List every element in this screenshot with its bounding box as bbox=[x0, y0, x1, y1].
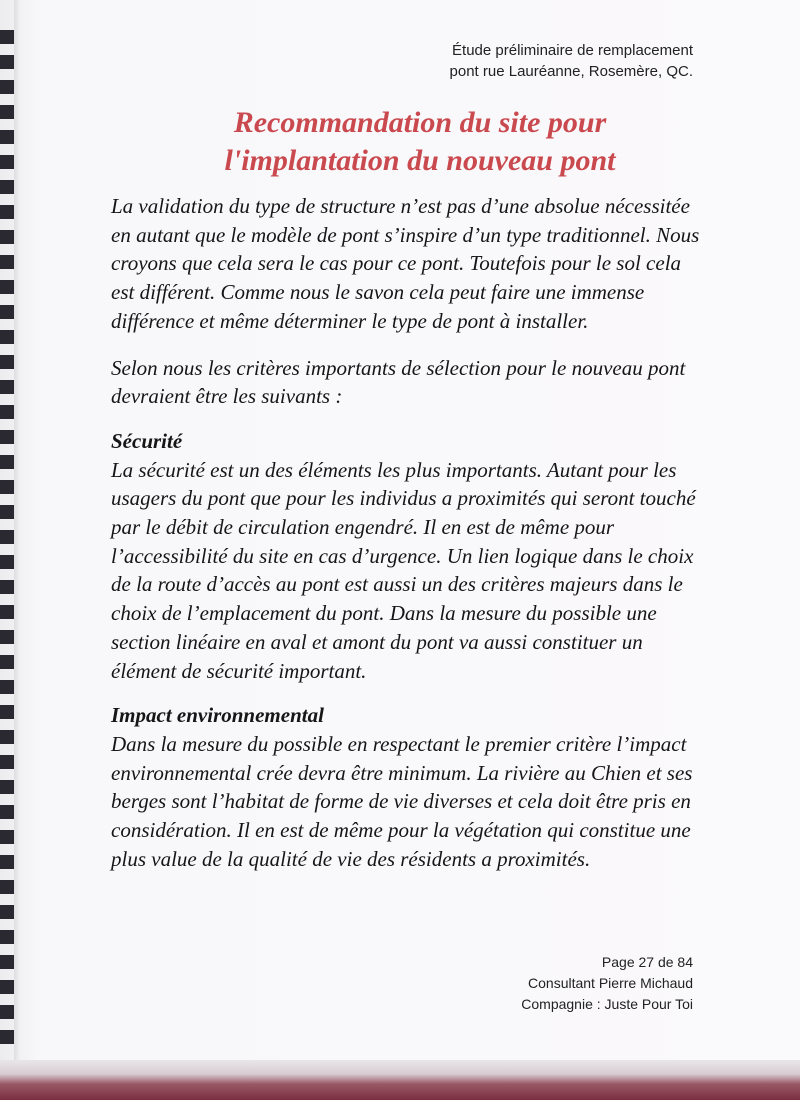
intro-paragraph: La validation du type de structure n’est pas d’une absolue nécessitée en autant que le modèle de pont s’inspire d’un type traditionnel. Nous croyons que cela sera le cas pour ce pont. Toutefois pour le sol cela est différent. Comme nous le savon cela peut faire une immense différence et même déterminer le type de pont à installer. bbox=[111, 194, 700, 333]
page-bottom-edge bbox=[0, 1060, 800, 1100]
header-line-2: pont rue Lauréanne, Rosemère, QC. bbox=[449, 63, 693, 80]
section-text-impact: Dans la mesure du possible en respectant le premier critère l’impact environnemental crée devra être minimum. La rivière au Chien et ses berges sont l’habitat de forme de vie diverses et cela doit être pris en considération. Il en est de même pour la végétation qui constitue une plus value de la qualité de vie des résidents a proximités. bbox=[111, 731, 693, 871]
page-number: Page 27 de 84 bbox=[601, 954, 693, 970]
section-heading-securite: Sécurité bbox=[111, 428, 183, 453]
criteria-intro-paragraph: Selon nous les critères importants de sélection pour le nouveau pont devraient être les suivants : bbox=[111, 355, 686, 409]
document-header bbox=[273, 40, 693, 82]
section-heading-impact: Impact environnemental bbox=[111, 703, 324, 728]
header-line-1: Étude préliminaire de remplacement bbox=[452, 42, 693, 59]
page-title bbox=[120, 104, 720, 180]
footer-company: Compagnie : Juste Pour Toi bbox=[521, 996, 693, 1012]
section-text-securite: La sécurité est un des éléments les plus importants. Autant pour les usagers du pont que pour les individus a proximités qui seront touché par le débit de circulation engendré. Il en est de même pour l’accessibilité du site en cas d’urgence. Un lien logique dans le choix de la route d’accès au pont est aussi un des critères majeurs dans le choix de l’emplacement du pont. Dans la mesure du possible une section linéaire en aval et amont du pont va aussi constituer un élément de sécurité important. bbox=[111, 457, 696, 683]
spiral-binding bbox=[0, 30, 14, 1050]
title-line-2: l'implantation du nouveau pont bbox=[224, 144, 616, 177]
footer-consultant: Consultant Pierre Michaud bbox=[528, 975, 693, 991]
document-footer bbox=[393, 952, 693, 1015]
document-body bbox=[111, 192, 701, 873]
title-line-1: Recommandation du site pour bbox=[233, 106, 607, 139]
binding-shadow bbox=[14, 0, 20, 1100]
